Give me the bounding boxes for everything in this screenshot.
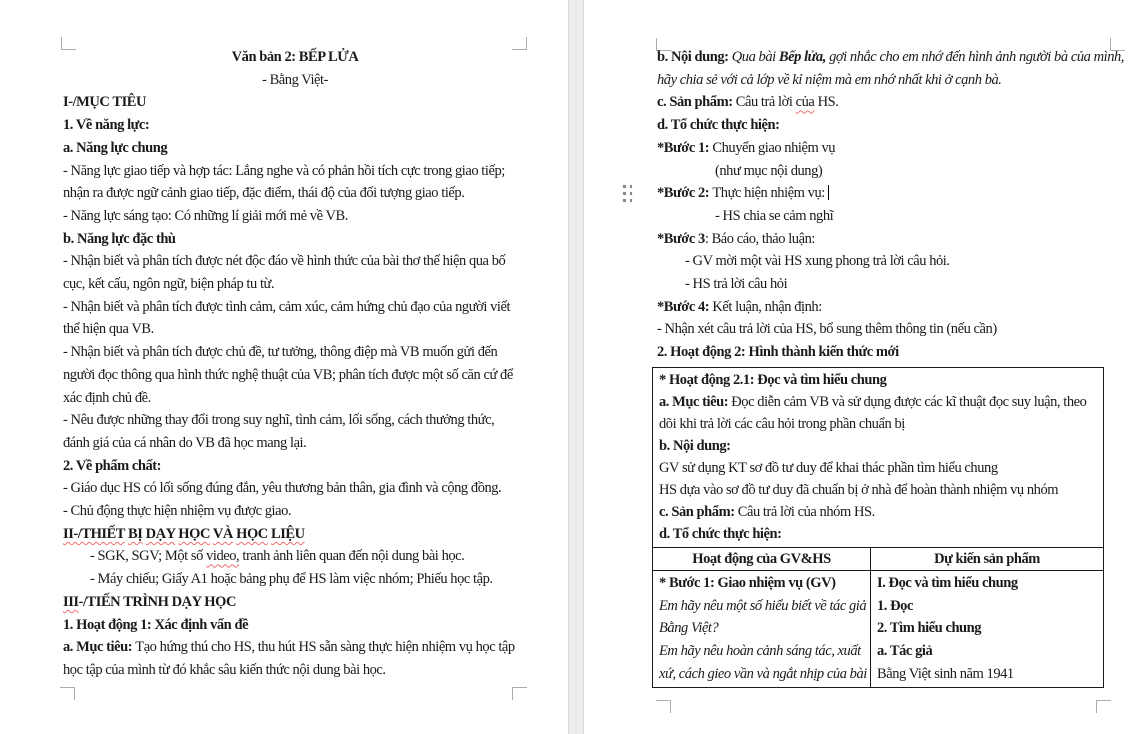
text-run: I. Đọc và tìm hiểu chung bbox=[877, 574, 1018, 591]
text-run: HỌC bbox=[236, 525, 268, 542]
text-line bbox=[63, 477, 527, 500]
text-line bbox=[659, 663, 867, 686]
text-run: a. Tác giả bbox=[877, 642, 933, 659]
text-run: Kết luận, nhận định: bbox=[712, 298, 822, 315]
table-cell-products bbox=[871, 571, 1103, 688]
text-line bbox=[657, 228, 1118, 251]
text-run: a. Mục tiêu: bbox=[659, 393, 732, 410]
text-run: xứ, cách gieo vần và ngắt nhịp của bài bbox=[659, 665, 867, 682]
text-cursor bbox=[828, 185, 830, 200]
text-run: HS. bbox=[814, 94, 839, 111]
text-run: : Báo cáo, thảo luận: bbox=[704, 230, 815, 247]
text-run: GV sử dụng KT sơ đồ tư duy để khai thác phần tìm hiểu chung bbox=[659, 459, 998, 476]
text-line bbox=[63, 455, 527, 478]
text-line bbox=[63, 545, 527, 568]
text-run: 1. Hoạt động 1: Xác định vấn đề bbox=[63, 616, 249, 633]
text-run: Chuyển giao nhiệm vụ bbox=[712, 139, 836, 156]
text-line bbox=[657, 296, 1118, 319]
text-line bbox=[63, 250, 527, 273]
table-cell-activities bbox=[653, 571, 871, 688]
text-run: LIỆU bbox=[271, 525, 305, 542]
text-line bbox=[63, 500, 527, 523]
text-run: gợi nhắc cho em nhớ đến hình ảnh người bà của mình, bbox=[829, 49, 1124, 65]
activity-table-body-row bbox=[653, 570, 1103, 688]
text-line bbox=[659, 457, 1097, 479]
text-run: cục, kết cấu, ngôn ngữ, biện pháp tu từ. bbox=[63, 276, 275, 293]
text-line bbox=[63, 205, 527, 228]
text-run: - SGK, SGV; Một số bbox=[90, 548, 207, 565]
text-run: Thực hiện nhiệm vụ: bbox=[712, 185, 825, 202]
text-run: Văn bản 2: BẾP LỬA bbox=[231, 49, 359, 65]
text-run: II-/THIẾT bbox=[63, 525, 125, 542]
text-boundary-mark bbox=[512, 687, 527, 700]
text-line bbox=[659, 617, 864, 640]
text-line bbox=[657, 250, 1118, 273]
text-run: - Máy chiếu; Giấy A1 hoặc bảng phụ để HS làm việc nhóm; Phiếu học tập. bbox=[90, 571, 493, 588]
text-run: - Nêu được những thay đổi trong suy nghĩ, tình cảm, lối sống, cách thưởng thức, bbox=[63, 412, 495, 429]
text-run: c. Sản phẩm: bbox=[659, 503, 738, 520]
text-run: người đọc thông qua hình thức nghệ thuật của VB; phân tích được một số căn cứ để bbox=[63, 366, 513, 383]
table-header-gv-hs: Hoạt động của GV&HS bbox=[653, 548, 871, 570]
text-run: 2. Tìm hiểu chung bbox=[877, 620, 982, 637]
text-run: HS dựa vào sơ đồ tư duy đã chuẩn bị ở nhà để hoàn thành nhiệm vụ nhóm bbox=[659, 481, 1059, 498]
text-run: -/TIẾN TRÌNH DẠY HỌC bbox=[78, 593, 236, 610]
text-run: - HS trả lời câu hỏi bbox=[685, 276, 788, 293]
text-run: Câu trả lời bbox=[735, 94, 796, 111]
text-run: của bbox=[795, 94, 815, 111]
text-run: Câu trả lời của nhóm HS. bbox=[737, 503, 875, 520]
text-run: hãy chia sẻ với cả lớp về kỉ niệm mà em nhớ nhất khi ở cạnh bà. bbox=[657, 71, 1002, 88]
text-boundary-mark bbox=[656, 700, 671, 713]
text-line bbox=[659, 501, 1097, 523]
text-line bbox=[63, 273, 527, 296]
text-run: 2. Hoạt động 2: Hình thành kiến thức mới bbox=[657, 344, 899, 361]
text-line bbox=[657, 46, 1124, 69]
text-run: Bằng Việt? bbox=[659, 620, 719, 637]
text-line bbox=[659, 479, 1097, 501]
text-run: xác định chủ đề. bbox=[63, 389, 151, 406]
text-line bbox=[659, 369, 1097, 391]
text-run: a. Năng lực chung bbox=[63, 139, 168, 156]
text-run: *Bước 4: bbox=[657, 298, 713, 315]
text-run: nhận ra được ngữ cảnh giao tiếp, đặc điểm, thái độ của đối tượng giao tiếp. bbox=[63, 185, 465, 202]
text-line bbox=[63, 591, 527, 614]
text-run: - Nhận biết và phân tích được nét độc đáo về hình thức của bài thơ thể hiện qua bố bbox=[63, 253, 506, 270]
text-line bbox=[63, 296, 527, 319]
text-line bbox=[877, 595, 1097, 618]
text-run: thể hiện qua VB. bbox=[63, 321, 154, 338]
page-gutter bbox=[568, 0, 584, 734]
text-run: Đọc diễn cảm VB và sử dụng được các kĩ thuật đọc suy luận, theo bbox=[731, 393, 1087, 410]
text-boundary-mark bbox=[1096, 700, 1111, 713]
text-line bbox=[877, 640, 1097, 663]
text-run: 1. Về năng lực: bbox=[63, 117, 150, 134]
text-line bbox=[659, 523, 1097, 545]
text-line bbox=[659, 391, 1097, 413]
text-run: a. Mục tiêu: bbox=[63, 639, 136, 656]
text-line bbox=[877, 663, 1097, 686]
text-run: - Nhận xét câu trả lời của HS, bổ sung thêm thông tin (nếu cần) bbox=[657, 321, 997, 338]
text-line bbox=[63, 614, 527, 637]
text-run: BỊ bbox=[127, 525, 143, 542]
text-run: Bằng Việt sinh năm 1941 bbox=[877, 665, 1014, 682]
text-line bbox=[657, 182, 1118, 205]
text-run: - Nhận biết và phân tích được tình cảm, cảm xúc, cảm hứng chủ đạo của người viết bbox=[63, 298, 511, 315]
text-line bbox=[63, 364, 527, 387]
text-line bbox=[659, 435, 1097, 457]
text-run: c. Sản phẩm: bbox=[657, 94, 736, 111]
text-run: VÀ bbox=[212, 525, 233, 542]
text-line bbox=[657, 69, 1118, 92]
text-run: - Bằng Việt- bbox=[262, 71, 328, 88]
text-line bbox=[63, 160, 527, 183]
text-run: - Năng lực giao tiếp và hợp tác: Lắng nghe và có phản hồi tích cực trong giao tiếp; bbox=[63, 162, 505, 179]
text-run: - HS chia se cảm nghĩ bbox=[715, 207, 834, 224]
text-run: * Hoạt động 2.1: Đọc và tìm hiểu chung bbox=[659, 371, 887, 388]
text-run: b. Năng lực đặc thù bbox=[63, 230, 176, 247]
text-run: Bếp lửa, bbox=[778, 49, 830, 65]
text-line bbox=[657, 205, 1118, 228]
right-page-text bbox=[657, 46, 1124, 688]
text-line bbox=[63, 318, 527, 341]
activity-table-intro-cell bbox=[653, 368, 1103, 547]
text-run: video, bbox=[206, 548, 240, 565]
left-page-text bbox=[63, 46, 527, 682]
table-header-du-kien: Dự kiến sản phẩm bbox=[934, 550, 1040, 567]
text-run: *Bước 1: bbox=[657, 139, 713, 156]
text-run: Qua bài bbox=[731, 49, 779, 65]
text-run: b. Nội dung: bbox=[659, 437, 731, 454]
text-line bbox=[659, 572, 864, 595]
text-line bbox=[63, 46, 527, 69]
text-run: HỌC bbox=[178, 525, 210, 542]
text-run: dõi khi trả lời các câu hỏi trong phần chuẩn bị bbox=[659, 415, 905, 432]
text-run: 1. Đọc bbox=[877, 597, 913, 614]
text-run: III bbox=[63, 593, 79, 610]
text-line bbox=[877, 572, 1097, 595]
text-run: - GV mời một vài HS xung phong trả lời câu hỏi. bbox=[685, 253, 950, 270]
text-line bbox=[63, 659, 527, 682]
text-run: b. Nội dung: bbox=[657, 49, 732, 65]
text-run: 2. Về phẩm chất: bbox=[63, 457, 162, 474]
text-line bbox=[63, 114, 527, 137]
text-line bbox=[63, 387, 527, 410]
text-line bbox=[657, 114, 1118, 137]
text-line bbox=[659, 595, 867, 618]
text-line bbox=[657, 273, 1118, 296]
text-run: - Năng lực sáng tạo: Có những lí giải mới mẻ về VB. bbox=[63, 207, 348, 224]
text-run: Tạo hứng thú cho HS, thu hút HS sẵn sàng thực hiện nhiệm vụ học tập bbox=[135, 639, 515, 656]
text-line bbox=[659, 413, 1097, 435]
text-run: DẠY bbox=[145, 525, 176, 542]
text-line bbox=[63, 69, 527, 92]
text-run: I-/MỤC TIÊU bbox=[63, 94, 146, 111]
text-line bbox=[63, 409, 527, 432]
text-run: * Bước 1: Giao nhiệm vụ (GV) bbox=[659, 574, 836, 591]
paragraph-drag-handle-icon[interactable] bbox=[623, 185, 632, 202]
text-run: - Nhận biết và phân tích được chủ đề, tư tưởng, thông điệp mà VB muốn gửi đến bbox=[63, 344, 498, 361]
right-page-paragraphs bbox=[657, 46, 1124, 364]
text-line bbox=[657, 91, 1118, 114]
text-run: Em hãy nêu hoàn cảnh sáng tác, xuất bbox=[659, 642, 861, 659]
text-line bbox=[63, 636, 527, 659]
activity-table-header-row bbox=[653, 547, 1103, 570]
text-run: - Chủ động thực hiện nhiệm vụ được giao. bbox=[63, 503, 292, 520]
text-run: *Bước 3 bbox=[657, 230, 705, 247]
text-line bbox=[63, 523, 527, 546]
text-line bbox=[63, 91, 527, 114]
text-run: d. Tổ chức thực hiện: bbox=[659, 525, 782, 542]
text-run: - Giáo dục HS có lối sống đúng đắn, yêu thương bản thân, gia đình và cộng đồng. bbox=[63, 480, 502, 497]
text-line bbox=[657, 160, 1118, 183]
text-run: học tập của mình từ đó khắc sâu kiến thức nội dung bài học. bbox=[63, 661, 386, 678]
text-run: đánh giá của cá nhân do VB đã học mang lại. bbox=[63, 434, 307, 451]
text-line bbox=[63, 182, 527, 205]
text-line bbox=[63, 568, 527, 591]
text-run: tranh ảnh liên quan đến nội dung bài học. bbox=[239, 548, 465, 565]
text-run: Em hãy nêu một số hiểu biết về tác giả bbox=[659, 597, 867, 614]
text-line bbox=[63, 228, 527, 251]
text-line bbox=[63, 432, 527, 455]
text-run: *Bước 2: bbox=[657, 185, 713, 202]
text-line bbox=[657, 137, 1118, 160]
text-line bbox=[659, 640, 864, 663]
text-line bbox=[877, 617, 1097, 640]
text-run: (như mục nội dung) bbox=[715, 162, 823, 179]
text-boundary-mark bbox=[60, 687, 75, 700]
activity-table bbox=[652, 367, 1104, 689]
text-line bbox=[63, 341, 527, 364]
text-run: d. Tổ chức thực hiện: bbox=[657, 117, 780, 134]
text-line bbox=[657, 341, 1118, 364]
text-line bbox=[657, 318, 1118, 341]
text-line bbox=[63, 137, 527, 160]
